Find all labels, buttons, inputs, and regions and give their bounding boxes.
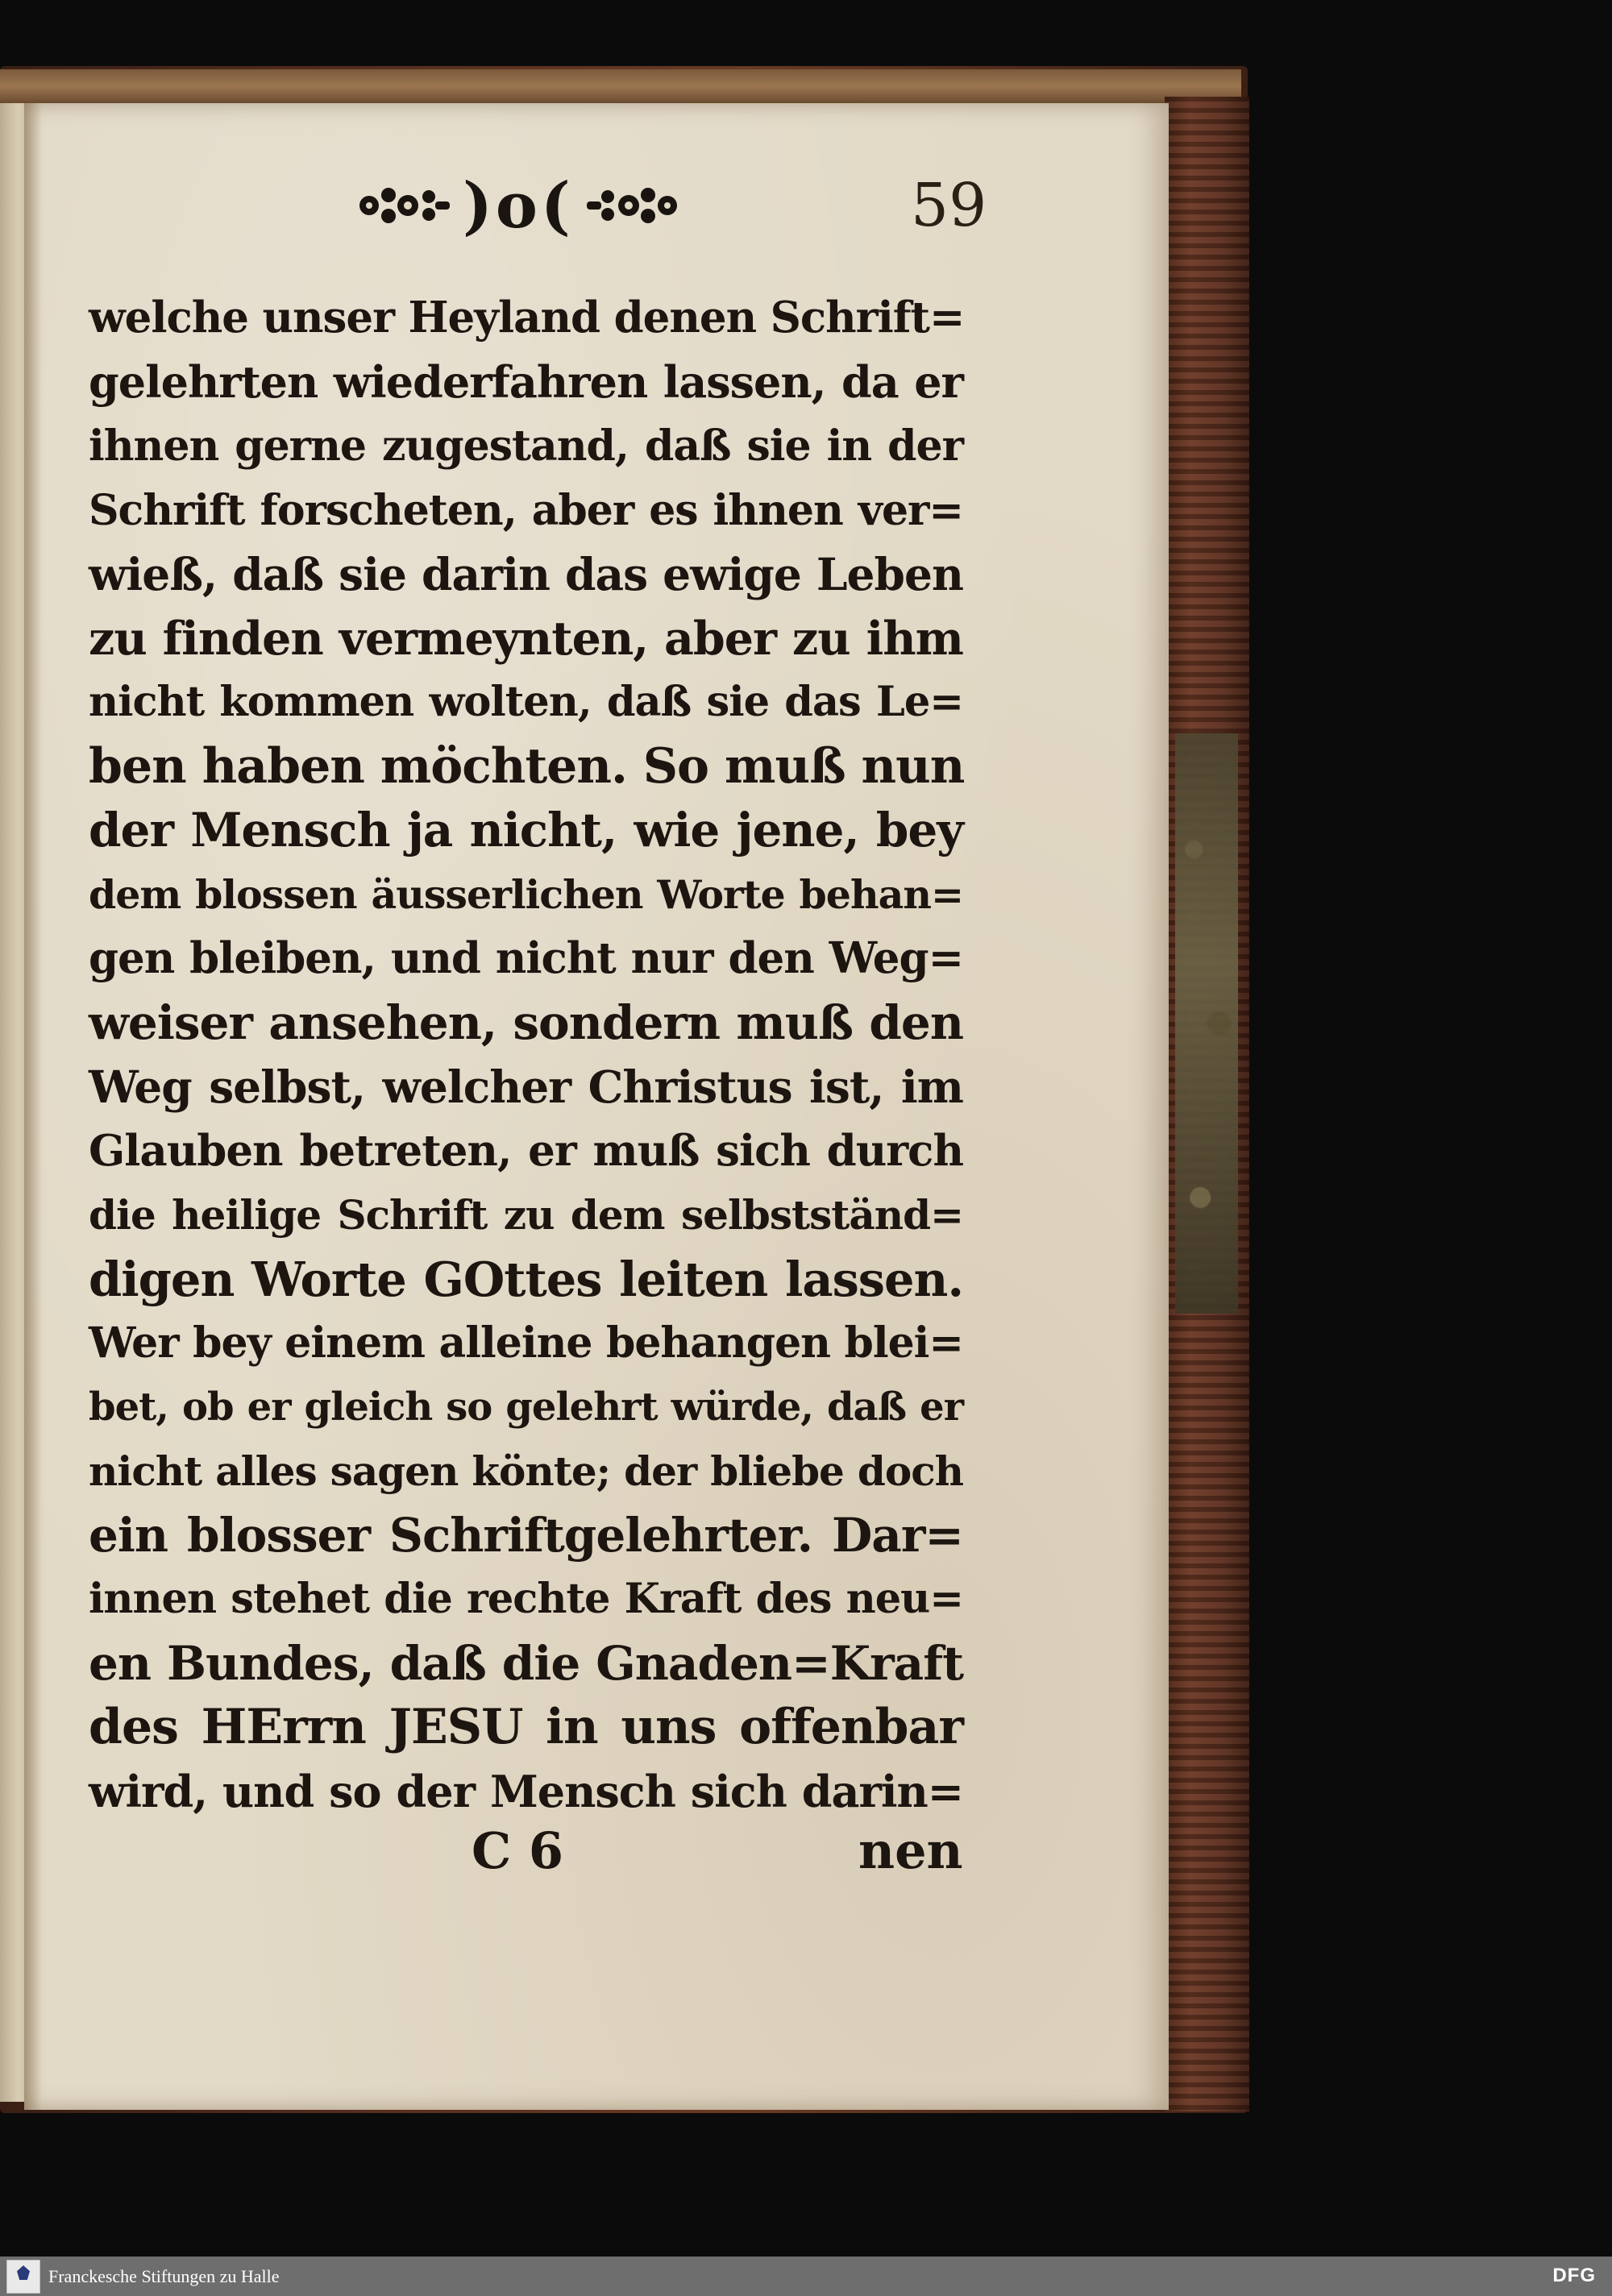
text-line: dem blossen äusserlichen Worte behan= — [89, 870, 963, 918]
text-line: der Mensch ja nicht, wie jene, bey — [89, 803, 963, 857]
text-line: weiser ansehen, sondern muß den — [89, 994, 963, 1050]
text-line: des HErrn JESU in uns offenbar — [89, 1699, 963, 1755]
institution-name: Franckesche Stiftungen zu Halle — [48, 2266, 280, 2286]
text-line: zu finden vermeynten, aber zu ihm — [89, 611, 963, 666]
right-ornament-icon — [585, 177, 682, 234]
text-line: wieß, daß sie darin das ewige Leben — [89, 548, 963, 600]
left-ornament-icon — [355, 177, 451, 234]
text-line: Weg selbst, welcher Christus ist, im — [89, 1061, 963, 1113]
funder-logo: DFG — [1552, 2265, 1596, 2286]
text-line: gelehrten wiederfahren lassen, da er — [89, 355, 963, 408]
text-line: en Bundes, daß die Gnaden=Kraft — [89, 1635, 963, 1691]
text-line: Glauben betreten, er muß sich durch — [89, 1125, 963, 1176]
text-line: Wer bey einem alleine behangen blei= — [89, 1318, 963, 1368]
text-line: bet, ob er gleich so gelehrt würde, daß er — [89, 1384, 963, 1430]
text-line: nicht alles sagen könte; der bliebe doch — [89, 1447, 963, 1495]
text-line: gen bleiben, und nicht nur den Weg= — [89, 933, 963, 983]
running-head: )o( — [463, 168, 574, 243]
text-line: ihnen gerne zugestand, daß sie in der — [89, 421, 963, 471]
body-text — [89, 286, 963, 1824]
page-gutter-shadow — [24, 103, 42, 2110]
text-line: nicht kommen wolten, daß sie das Le= — [89, 678, 963, 726]
page-number: 59 — [911, 171, 987, 240]
text-line: die heilige Schrift zu dem selbstständ= — [89, 1191, 963, 1239]
attribution-bar — [0, 2257, 1612, 2296]
text-line: wird, und so der Mensch sich darin= — [89, 1765, 963, 1817]
text-line: Schrift forscheten, aber es ihnen ver= — [89, 485, 963, 535]
spine-wear — [1175, 733, 1238, 1314]
text-line: ein blosser Schriftgelehrter. Dar= — [89, 1507, 963, 1563]
text-line: welche unser Heyland denen Schrift= — [89, 293, 965, 343]
page-header — [355, 161, 682, 250]
cover-top-edge — [0, 69, 1241, 103]
signature-mark: C 6 — [472, 1821, 564, 1880]
institution-logo-icon — [6, 2260, 40, 2294]
text-line: ben haben möchten. So muß nun — [89, 737, 965, 795]
text-line: innen stehet die rechte Kraft des neu= — [89, 1575, 963, 1623]
catchword: nen — [858, 1821, 963, 1880]
text-line: digen Worte GOttes leiten lassen. — [89, 1251, 963, 1307]
